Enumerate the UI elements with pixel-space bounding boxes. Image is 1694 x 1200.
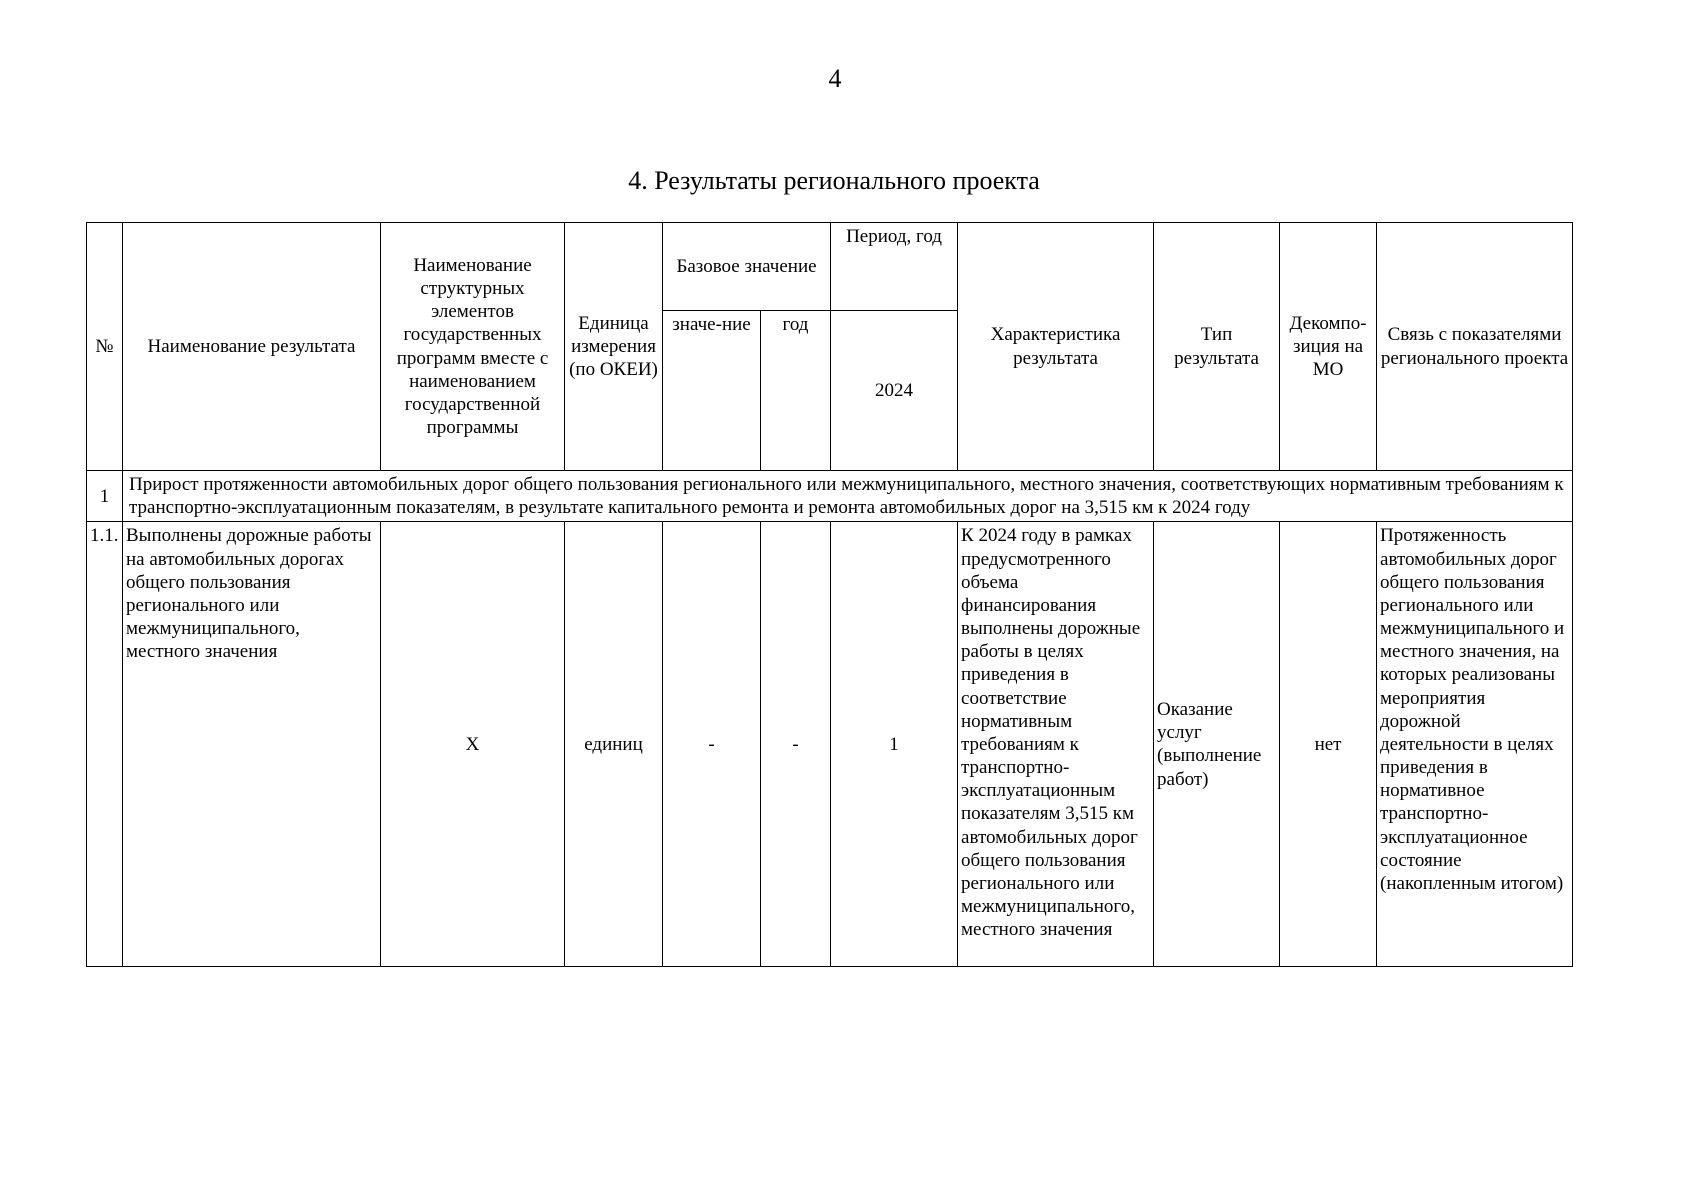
table-row [87,522,1573,967]
header-base-value: Базовое значение [663,223,831,311]
page-number: 4 [828,64,842,93]
header-base-value-value: значе-ние [663,311,761,471]
header-type: Тип результата [1154,223,1280,471]
row-link: Протяженность автомобильных дорог общего пользования регионального или межмуниципального и местного значения, на которых реализованы мероприятия дорожной деятельности в целях приведения в нормативное транспортно-эксплуатационное состояние (накопленным итогом) [1377,522,1573,967]
results-table [86,222,1573,967]
header-characteristic: Характеристика результата [958,223,1154,471]
header-num: № [87,223,123,471]
header-row [87,223,1573,311]
group-title: Прирост протяженности автомобильных дорог общего пользования регионального или межмуниципального, местного значения, соответствующих нормативным требованиям к транспортно-эксплуатационным показателям, в результате капитального ремонта и ремонта автомобильных дорог на 3,515 км к 2024 году [123,471,1573,522]
header-unit: Единица измерения (по ОКЕИ) [565,223,663,471]
header-base-value-year: год [761,311,831,471]
header-decomposition: Декомпо-зиция на МО [1280,223,1377,471]
row-type: Оказание услуг (выполнение работ) [1154,522,1280,967]
row-period-2024: 1 [831,522,958,967]
group-num: 1 [87,471,123,522]
row-characteristic: К 2024 году в рамках предусмотренного объема финансирования выполнены дорожные работы в целях приведения в соответствие нормативным требованиям к транспортно-эксплуатационным показателям 3,515 км автомобильных дорог общего пользования регионального или межмуниципального, местного значения [958,522,1154,967]
header-result-name: Наименование результата [123,223,381,471]
row-num: 1.1. [87,522,123,967]
header-link: Связь с показателями регионального проекта [1377,223,1573,471]
row-result-name: Выполнены дорожные работы на автомобильных дорогах общего пользования регионального или межмуниципального, местного значения [123,522,381,967]
header-period: Период, год [831,223,958,311]
group-row [87,471,1573,522]
section-title: 4. Результаты регионального проекта [628,166,1040,195]
header-structural-elements: Наименование структурных элементов государственных программ вместе с наименованием государственной программы [381,223,565,471]
row-structural: Х [381,522,565,967]
header-period-year: 2024 [831,311,958,471]
row-base-year: - [761,522,831,967]
row-decomposition: нет [1280,522,1377,967]
row-unit: единиц [565,522,663,967]
row-base-value: - [663,522,761,967]
